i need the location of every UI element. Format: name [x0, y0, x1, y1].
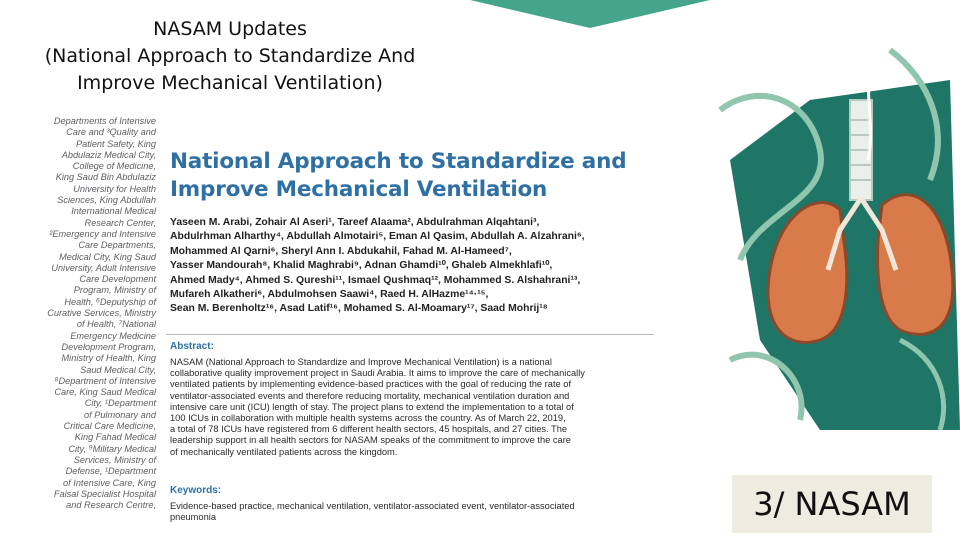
affiliation-line: of Intensive Care, King — [63, 477, 156, 488]
affiliation-line: International Medical — [71, 206, 156, 217]
affiliation-line: Abdulaziz Medical City, — [61, 149, 156, 160]
author-list — [170, 216, 650, 317]
lungs-illustration-icon — [700, 40, 960, 430]
author-line: Yasser Mandourah⁸, Khalid Maghrabi⁹, Adnan Ghamdi¹⁰, Ghaleb Almekhlafi¹⁰, — [170, 260, 553, 272]
affiliation-line: Care Departments, — [78, 240, 156, 251]
affiliation-line: of Health, ⁷National — [76, 319, 156, 330]
paper-title-line-2: Improve Mechanical Ventilation — [170, 177, 548, 202]
affiliation-line: King Saud Bin Abdulaziz — [55, 172, 156, 183]
affiliation-line: City, ⁹Military Medical — [68, 443, 156, 454]
affiliation-line: Curative Services, Ministry — [47, 308, 156, 319]
affiliation-line: Medical City, King Saud — [59, 251, 156, 262]
affiliation-line: Research Center, — [84, 217, 156, 228]
abstract-text — [170, 357, 650, 458]
slide-number-label: 3/ NASAM — [732, 475, 932, 533]
affiliation-line: Faisal Specialist Hospital — [53, 488, 156, 499]
affiliation-line: ²Emergency and Intensive — [49, 228, 156, 239]
abstract-line: NASAM (National Approach to Standardize and Improve Mechanical Ventilation) is a national — [170, 357, 552, 367]
abstract-line: intensive care unit (ICU) length of stay. The project plans to extend the implementation to a total of — [170, 401, 574, 412]
keywords-text — [170, 501, 650, 523]
affiliation-line: Saud Medical City, — [80, 364, 156, 375]
author-line: Sean M. Berenholtz¹⁶, Asad Latif¹⁶, Mohamed S. Al-Moamary¹⁷, Saad Mohrij¹⁸ — [170, 303, 548, 315]
affiliation-line: King Fahad Medical — [74, 432, 156, 443]
affiliations — [36, 116, 156, 511]
affiliation-line: University, Adult Intensive — [51, 262, 156, 273]
affiliation-line: and Research Centre, — [66, 500, 156, 511]
affiliation-line: Care, King Saud Medical — [54, 387, 156, 398]
affiliation-line: ⁸Department of Intensive — [54, 375, 156, 386]
slide-title-line-2: (National Approach to Standardize And — [44, 45, 416, 67]
author-line: Yaseen M. Arabi, Zohair Al Aseri¹, Tareef Alaama², Abdulrahman Alqahtani³, — [170, 217, 540, 228]
author-line: Abdulrhman Alharthy⁴, Abdullah Almotairi⁵, Eman Al Qasim, Abdullah A. Alzahrani⁶, — [170, 231, 585, 243]
decorative-triangle — [470, 0, 710, 28]
affiliation-line: College of Medicine, — [72, 161, 156, 172]
affiliation-line: of Pulmonary and — [83, 409, 156, 420]
slide-title-line-3: Improve Mechanical Ventilation) — [77, 72, 383, 94]
affiliation-line: Departments of Intensive — [53, 116, 156, 126]
author-line: Mohammed Al Qarni⁶, Sheryl Ann I. Abdukahil, Fahad M. Al-Hameed⁷, — [170, 245, 512, 257]
keywords-heading: Keywords: — [170, 485, 222, 496]
affiliation-line: Care Development — [79, 274, 156, 285]
affiliation-line: Services, Ministry of — [73, 454, 156, 465]
affiliation-line: Sciences, King Abdullah — [57, 195, 156, 206]
abstract-section — [166, 334, 654, 540]
abstract-line: of mechanically ventilated patients across the kingdom. — [170, 446, 398, 457]
affiliation-line: Emergency Medicine — [70, 330, 156, 341]
abstract-line: collaborative quality improvement project in Saudi Arabia. It aims to improve the care of mechanically — [170, 368, 585, 379]
keywords-line: pneumonia — [170, 512, 217, 523]
abstract-line: ventilator-associated events and therefore reducing mortality, mechanical ventilation duration and — [170, 390, 570, 401]
affiliation-line: Care and ³Quality and — [66, 127, 156, 138]
paper-title-line-1: National Approach to Standardize and — [170, 149, 627, 174]
affiliation-line: Patient Safety, King — [75, 138, 156, 149]
abstract-line: 100 ICUs in collaboration with multiple health systems across the country. As of March 22, 2019, — [170, 413, 566, 424]
paper-image — [36, 112, 658, 540]
abstract-line: a total of 78 ICUs have registered from 6 different health sectors, 45 hospitals, and 27 cities. The — [170, 424, 568, 435]
slide-title-line-1: NASAM Updates — [153, 18, 307, 40]
affiliation-line: Critical Care Medicine, — [63, 421, 156, 432]
affiliation-line: University for Health — [73, 183, 156, 194]
abstract-heading: Abstract: — [170, 341, 214, 352]
affiliation-line: Program, Ministry of — [73, 285, 156, 296]
affiliation-line: Ministry of Health, King — [61, 353, 156, 364]
paper-title — [170, 148, 650, 204]
abstract-line: leadership support in all health sectors for NASAM speaks of the commitment to improve the care — [170, 435, 571, 446]
affiliation-line: Health, ⁶Deputyship of — [64, 296, 156, 307]
affiliation-line: Development Program, — [61, 341, 156, 352]
affiliation-line: City, ¹Department — [84, 398, 156, 409]
author-line: Mufareh Alkatheri⁶, Abdulmohsen Saawi⁴, Raed H. AlHazme¹⁴·¹⁵, — [170, 289, 489, 301]
keywords-line: Evidence-based practice, mechanical ventilation, ventilator-associated event, ventilator-associated — [170, 501, 575, 511]
abstract-line: ventilated patients by implementing evidence-based practices with the goal of reducing the rate of — [170, 379, 572, 390]
slide-title — [20, 16, 440, 97]
author-line: Ahmed Mady⁴, Ahmed S. Qureshi¹¹, Ismael Qushmaq¹², Mohammed S. Alshahrani¹³, — [170, 274, 581, 286]
affiliation-line: Defense, ¹Department — [65, 466, 156, 477]
